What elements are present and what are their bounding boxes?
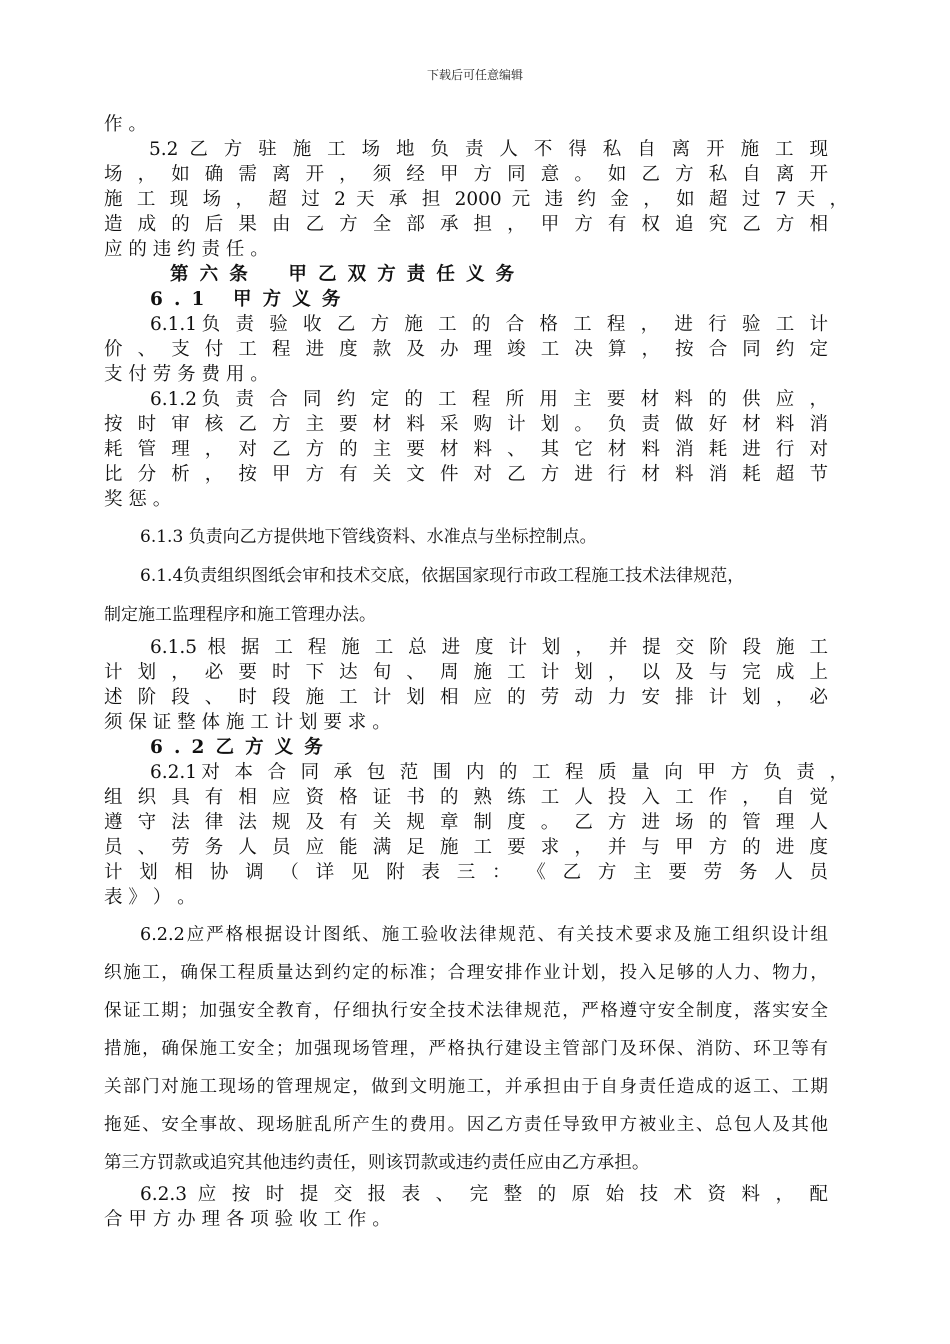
text-line: 5.2 乙 方 驻 施 工 场 地 负 责 人 不 得 私 自 离 开 施 工 现 xyxy=(149,139,828,160)
section-heading: 第六条 甲乙双方责任义务 xyxy=(170,264,526,285)
text-line: 6.1.2负 责 合 同 约 定 的 工 程 所 用 主 要 材 料 的 供 应 ， xyxy=(150,389,828,410)
text-line: 支 付 劳 务 费 用 。 xyxy=(104,364,269,385)
text-line: 6.2.1对 本 合 同 承 包 范 围 内 的 工 程 质 量 向 甲 方 负 责 ， xyxy=(150,762,848,783)
text-line: 计 划 相 协 调 （ 详 见 附 表 三 ： 《 乙 方 主 要 劳 务 人 员 xyxy=(104,862,828,883)
text-line: 6.2.3 应 按 时 提 交 报 表 、 完 整 的 原 始 技 术 资 料 ， 配 xyxy=(140,1184,828,1205)
text-line: 价 、 支 付 工 程 进 度 款 及 办 理 竣 工 决 算 ， 按 合 同 约 定 xyxy=(104,339,828,360)
text-line: 关部门对施工现场的管理规定，做到文明施工，并承担由于自身责任造成的返工、工期 xyxy=(104,1077,828,1097)
text-line: 施 工 现 场 ， 超 过 2 天 承 担 2000 元 违 约 金 ， 如 超 过 7 天 ， xyxy=(104,189,848,210)
text-line: 合 甲 方 办 理 各 项 验 收 工 作 。 xyxy=(104,1209,391,1230)
text-line: 组 织 具 有 相 应 资 格 证 书 的 熟 练 工 人 投 入 工 作 ， 自 觉 xyxy=(104,787,828,808)
text-line: 措施，确保施工安全；加强现场管理，严格执行建设主管部门及环保、消防、环卫等有 xyxy=(104,1039,828,1059)
text-line: 造 成 的 后 果 由 乙 方 全 部 承 担 ， 甲 方 有 权 追 究 乙 方 相 xyxy=(104,214,828,235)
text-line: 计 划 ， 必 要 时 下 达 旬 、 周 施 工 计 划 ， 以 及 与 完 成 上 xyxy=(104,662,828,683)
text-line: 拖延、安全事故、现场脏乱所产生的费用。因乙方责任导致甲方被业主、总包人及其他 xyxy=(104,1115,828,1135)
text-line: 6.1.3 负责向乙方提供地下管线资料、水准点与坐标控制点。 xyxy=(140,527,597,547)
text-line: 作 。 xyxy=(104,114,147,135)
text-line: 织施工，确保工程质量达到约定的标准；合理安排作业计划，投入足够的人力、物力， xyxy=(104,963,828,983)
text-line: 耗 管 理 ， 对 乙 方 的 主 要 材 料 、 其 它 材 料 消 耗 进 行 对 xyxy=(104,439,828,460)
text-line: 6.1.4负责组织图纸会审和技术交底，依据国家现行市政工程施工技术法律规范， xyxy=(140,566,745,586)
text-line: 场 ， 如 确 需 离 开 ， 须 经 甲 方 同 意 。 如 乙 方 私 自 离 开 xyxy=(104,164,828,185)
text-line: 述 阶 段 、 时 段 施 工 计 划 相 应 的 劳 动 力 安 排 计 划 ， 必 xyxy=(104,687,828,708)
text-line: 应 的 违 约 责 任 。 xyxy=(104,239,269,260)
page-header: 下载后可任意编辑 xyxy=(426,68,523,82)
text-line: 须 保 证 整 体 施 工 计 划 要 求 。 xyxy=(104,712,391,733)
text-line: 表 》 ） 。 xyxy=(104,887,196,908)
text-line: 保证工期；加强安全教育，仔细执行安全技术法律规范，严格遵守安全制度，落实安全 xyxy=(104,1001,828,1021)
text-line: 6.2.2应严格根据设计图纸、施工验收法律规范、有关技术要求及施工组织设计组 xyxy=(140,925,828,945)
subsection-heading: 6.2乙方义务 xyxy=(150,737,334,758)
text-line: 按 时 审 核 乙 方 主 要 材 料 采 购 计 划 。 负 责 做 好 材 料 消 xyxy=(104,414,828,435)
text-line: 6.1.1负 责 验 收 乙 方 施 工 的 合 格 工 程 ， 进 行 验 工 计 xyxy=(150,314,828,335)
text-line: 员 、 劳 务 人 员 应 能 满 足 施 工 要 求 ， 并 与 甲 方 的 进 度 xyxy=(104,837,828,858)
text-line: 比 分 析 ， 按 甲 方 有 关 文 件 对 乙 方 进 行 材 料 消 耗 超 节 xyxy=(104,464,828,485)
document-body xyxy=(104,112,848,1232)
text-line: 第三方罚款或追究其他违约责任，则该罚款或违约责任应由乙方承担。 xyxy=(104,1153,650,1173)
subsection-heading: 6.1 甲方义务 xyxy=(150,289,352,310)
text-line: 6.1.5 根 据 工 程 施 工 总 进 度 计 划 ， 并 提 交 阶 段 施 工 xyxy=(150,637,828,658)
text-line: 遵 守 法 律 法 规 及 有 关 规 章 制 度 。 乙 方 进 场 的 管 理 人 xyxy=(104,812,828,833)
text-line: 奖 惩 。 xyxy=(104,489,172,510)
text-line: 制定施工监理程序和施工管理办法。 xyxy=(104,605,376,625)
